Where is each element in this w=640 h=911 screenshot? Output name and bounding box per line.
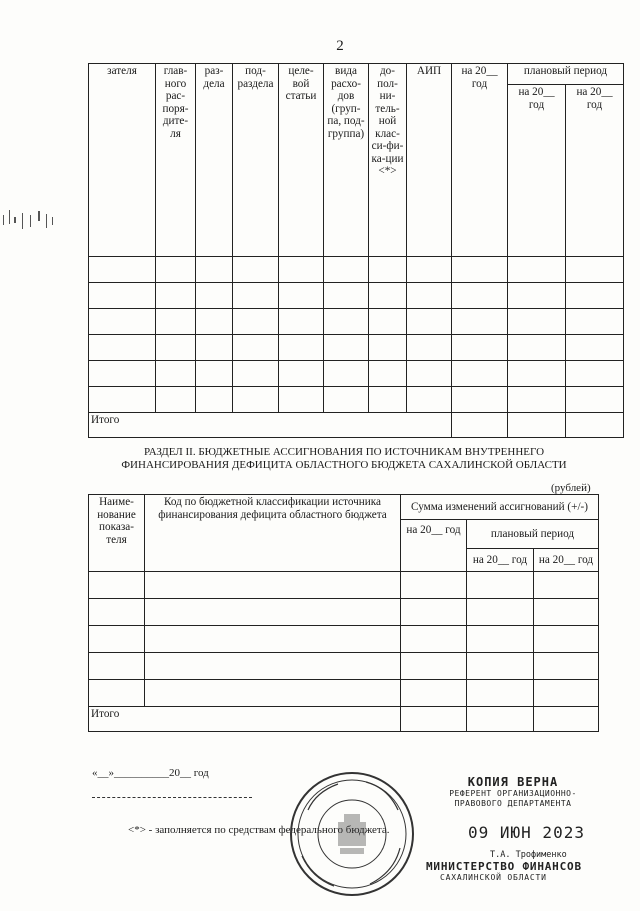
table-cell bbox=[196, 335, 233, 361]
table-cell bbox=[156, 335, 196, 361]
table-cell bbox=[196, 387, 233, 413]
table-cell bbox=[89, 599, 145, 626]
table-cell bbox=[401, 572, 467, 599]
table-cell bbox=[233, 309, 279, 335]
table-cell bbox=[467, 572, 534, 599]
table-cell bbox=[566, 361, 624, 387]
table-cell bbox=[196, 283, 233, 309]
table-row bbox=[89, 680, 599, 707]
table-cell bbox=[369, 283, 407, 309]
units-label: (рублей) bbox=[551, 482, 591, 494]
table-cell bbox=[452, 387, 508, 413]
col-header-year2: на 20__ год bbox=[401, 520, 467, 572]
scan-noise-marks bbox=[0, 205, 60, 235]
col-header-planned2: плановый период bbox=[467, 520, 599, 549]
cert-line2: ПРАВОВОГО ДЕПАРТАМЕНТА bbox=[454, 799, 572, 808]
table-cell bbox=[89, 257, 156, 283]
table-row bbox=[89, 283, 624, 309]
table-cell bbox=[566, 335, 624, 361]
table-cell bbox=[369, 257, 407, 283]
table-cell bbox=[401, 680, 467, 707]
table-cell bbox=[89, 361, 156, 387]
table-cell bbox=[89, 572, 145, 599]
table-cell bbox=[89, 653, 145, 680]
table-row bbox=[89, 387, 624, 413]
table-cell bbox=[324, 361, 369, 387]
table-cell bbox=[467, 680, 534, 707]
table-cell bbox=[452, 335, 508, 361]
table-cell bbox=[233, 387, 279, 413]
table-cell bbox=[279, 335, 324, 361]
table-cell bbox=[407, 257, 452, 283]
table-cell bbox=[508, 361, 566, 387]
cert-org: МИНИСТЕРСТВО ФИНАНСОВ bbox=[426, 860, 582, 873]
table-cell bbox=[89, 387, 156, 413]
total-row bbox=[89, 707, 599, 732]
table-cell bbox=[279, 283, 324, 309]
table-cell bbox=[401, 707, 467, 732]
table-cell bbox=[324, 309, 369, 335]
table-cell bbox=[145, 599, 401, 626]
table-cell bbox=[89, 309, 156, 335]
cert-date: 09 ИЮН 2023 bbox=[468, 823, 585, 842]
table-cell bbox=[156, 387, 196, 413]
col-header-6: вида расхо-дов (груп-па, под-группа) bbox=[324, 64, 369, 257]
table-cell bbox=[279, 309, 324, 335]
table-cell bbox=[156, 283, 196, 309]
table-cell bbox=[508, 335, 566, 361]
table-cell bbox=[324, 335, 369, 361]
section-title-line2: ФИНАНСИРОВАНИЯ ДЕФИЦИТА ОБЛАСТНОГО БЮДЖЕТА САХАЛИНСКОЙ ОБЛАСТИ bbox=[121, 459, 567, 471]
table-cell bbox=[233, 335, 279, 361]
table-cell bbox=[233, 361, 279, 387]
table-cell bbox=[467, 653, 534, 680]
col-header-7: до-пол-ни-тель-ной клас-си-фи-ка-ции <*> bbox=[369, 64, 407, 257]
table-row bbox=[89, 335, 624, 361]
table-cell bbox=[407, 335, 452, 361]
col-header-planned-b: на 20__ год bbox=[566, 85, 624, 257]
table-cell bbox=[196, 309, 233, 335]
col-header-2: глав-ного рас-поря-дите-ля bbox=[156, 64, 196, 257]
table-cell bbox=[156, 361, 196, 387]
table-cell bbox=[279, 387, 324, 413]
table-cell bbox=[89, 626, 145, 653]
table-cell bbox=[145, 626, 401, 653]
col-header-planned-a: на 20__ год bbox=[508, 85, 566, 257]
col-header-name: Наиме-нование показа-теля bbox=[89, 495, 145, 572]
col-header-3: раз-дела bbox=[196, 64, 233, 257]
table-cell bbox=[452, 361, 508, 387]
deficit-financing-table bbox=[88, 494, 599, 732]
table-cell bbox=[89, 283, 156, 309]
table-cell bbox=[566, 309, 624, 335]
table-cell bbox=[566, 283, 624, 309]
table-cell bbox=[407, 283, 452, 309]
table-row bbox=[89, 626, 599, 653]
col-header-1: зателя bbox=[89, 64, 156, 257]
table-cell bbox=[508, 387, 566, 413]
date-line: «__»__________20__ год bbox=[92, 767, 209, 779]
table-row bbox=[89, 309, 624, 335]
col-header-year: на 20__ год bbox=[452, 64, 508, 257]
official-seal-icon bbox=[288, 770, 416, 898]
table-cell bbox=[467, 599, 534, 626]
table-cell bbox=[452, 309, 508, 335]
table-cell bbox=[369, 309, 407, 335]
col-header-planned2-b: на 20__ год bbox=[534, 549, 599, 572]
table-cell bbox=[324, 387, 369, 413]
col-header-4: под-раздела bbox=[233, 64, 279, 257]
table-cell bbox=[508, 283, 566, 309]
table-cell bbox=[534, 680, 599, 707]
table-cell bbox=[279, 361, 324, 387]
table-cell bbox=[534, 599, 599, 626]
table-cell bbox=[508, 309, 566, 335]
col-header-planned: плановый период bbox=[508, 64, 624, 85]
table-cell bbox=[566, 413, 624, 438]
table-cell bbox=[566, 387, 624, 413]
col-header-aip: АИП bbox=[407, 64, 452, 257]
cert-region: САХАЛИНСКОЙ ОБЛАСТИ bbox=[440, 873, 547, 882]
table-cell bbox=[324, 283, 369, 309]
table-cell bbox=[534, 572, 599, 599]
section-title bbox=[108, 446, 580, 472]
table-cell bbox=[369, 361, 407, 387]
total-label: Итого bbox=[89, 707, 401, 732]
table-cell bbox=[401, 626, 467, 653]
cert-title: КОПИЯ ВЕРНА bbox=[467, 775, 559, 789]
table-cell bbox=[369, 335, 407, 361]
table-cell bbox=[233, 257, 279, 283]
table-cell bbox=[566, 257, 624, 283]
table-cell bbox=[467, 626, 534, 653]
table-cell bbox=[401, 599, 467, 626]
table-cell bbox=[508, 413, 566, 438]
col-header-5: целе-вой статьи bbox=[279, 64, 324, 257]
table-cell bbox=[407, 361, 452, 387]
expenditure-table bbox=[88, 63, 624, 438]
table-cell bbox=[145, 653, 401, 680]
table-cell bbox=[89, 335, 156, 361]
table-cell bbox=[534, 626, 599, 653]
footnote: <*> - заполняется по средствам федерального бюджета. bbox=[128, 824, 390, 836]
table-cell bbox=[452, 257, 508, 283]
table-cell bbox=[369, 387, 407, 413]
table-row bbox=[89, 653, 599, 680]
table-cell bbox=[467, 707, 534, 732]
table-row bbox=[89, 361, 624, 387]
certification-block bbox=[418, 775, 608, 882]
cert-name: Т.А. Трофименко bbox=[490, 850, 567, 860]
col-header-planned2-a: на 20__ год bbox=[467, 549, 534, 572]
table-cell bbox=[508, 257, 566, 283]
table-cell bbox=[89, 680, 145, 707]
col-header-code: Код по бюджетной классификации источника финансирования дефицита областного бюджета bbox=[145, 495, 401, 572]
table-cell bbox=[407, 309, 452, 335]
section-title-line1: РАЗДЕЛ II. БЮДЖЕТНЫЕ АССИГНОВАНИЯ ПО ИСТОЧНИКАМ ВНУТРЕННЕГО bbox=[143, 446, 545, 458]
signature-line bbox=[92, 797, 252, 798]
total-row bbox=[89, 413, 624, 438]
table-cell bbox=[324, 257, 369, 283]
table-row bbox=[89, 572, 599, 599]
table-cell bbox=[145, 680, 401, 707]
table-cell bbox=[156, 309, 196, 335]
table-cell bbox=[196, 257, 233, 283]
total-label: Итого bbox=[89, 413, 452, 438]
col-header-sum: Сумма изменений ассигнований (+/-) bbox=[401, 495, 599, 520]
table-row bbox=[89, 257, 624, 283]
table-cell bbox=[452, 413, 508, 438]
table-cell bbox=[401, 653, 467, 680]
page-number: 2 bbox=[336, 38, 344, 54]
table-cell bbox=[452, 283, 508, 309]
table-cell bbox=[145, 572, 401, 599]
table-cell bbox=[196, 361, 233, 387]
table-cell bbox=[156, 257, 196, 283]
table-cell bbox=[407, 387, 452, 413]
table-cell bbox=[534, 653, 599, 680]
table-cell bbox=[279, 257, 324, 283]
table-row bbox=[89, 599, 599, 626]
table-cell bbox=[534, 707, 599, 732]
cert-line1: РЕФЕРЕНТ ОРГАНИЗАЦИОННО- bbox=[449, 789, 577, 798]
table-cell bbox=[233, 283, 279, 309]
